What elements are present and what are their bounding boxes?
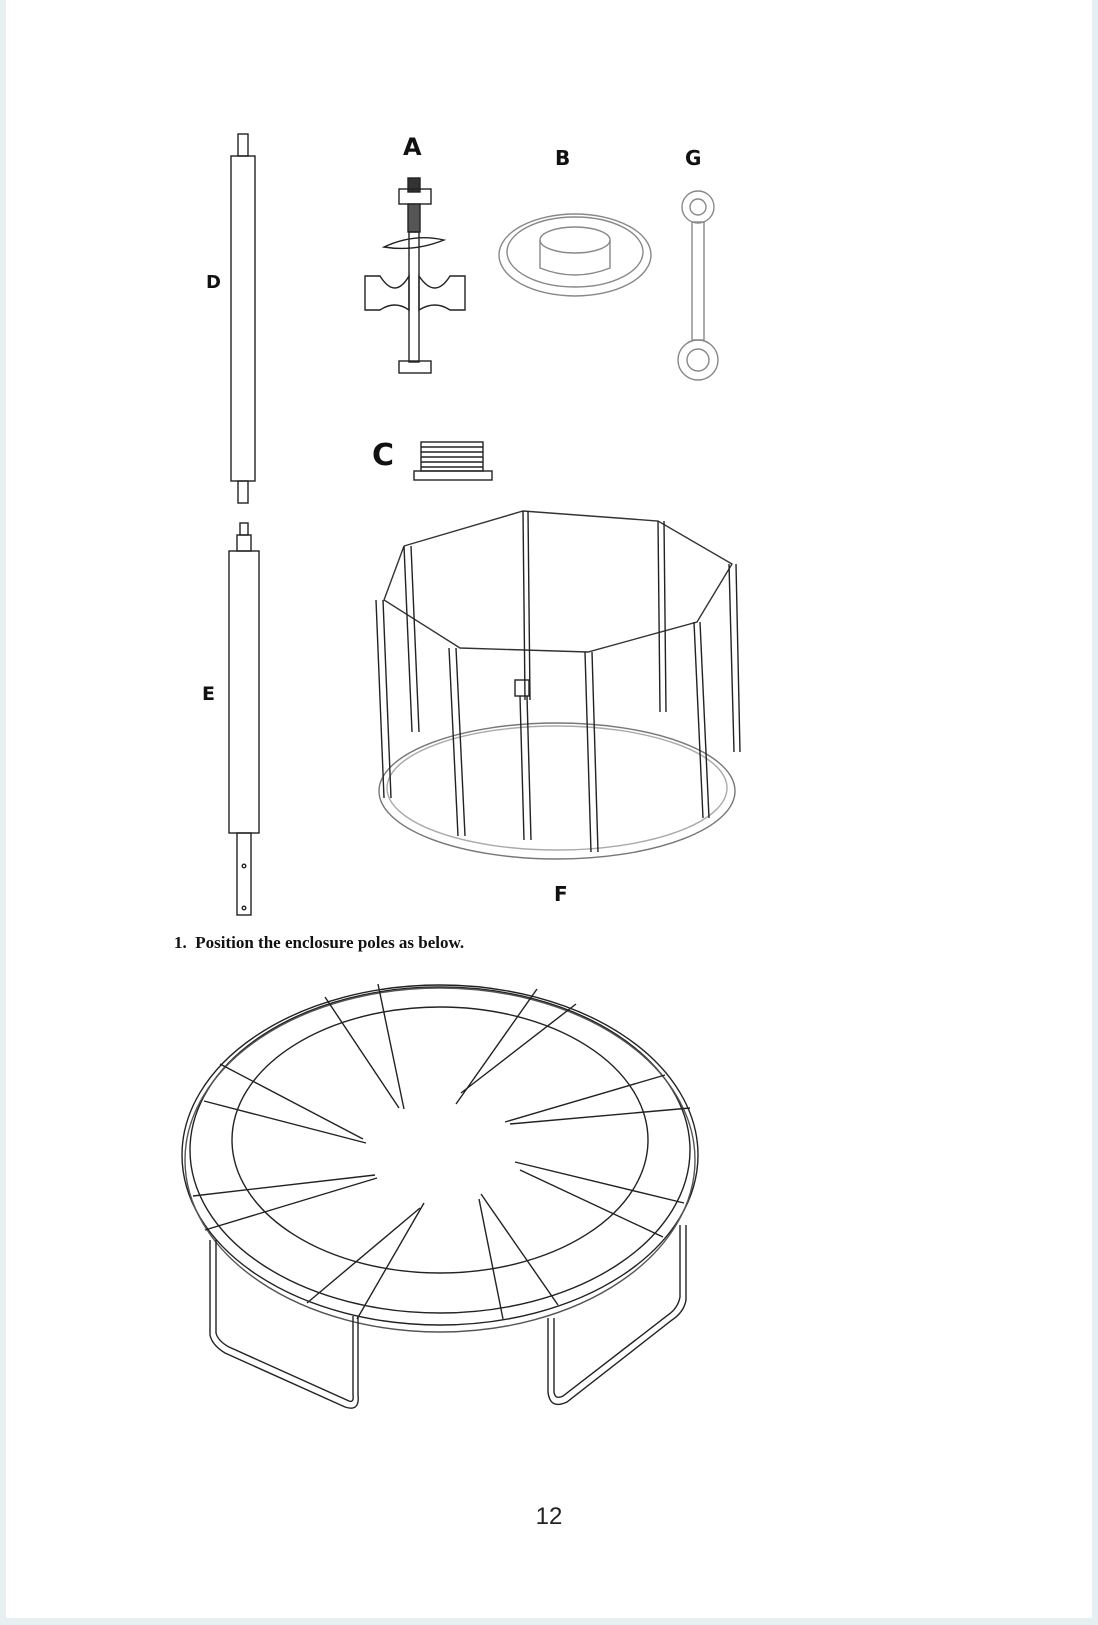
endcap-c-drawing — [414, 442, 492, 480]
trampoline-drawing — [182, 984, 698, 1408]
pole-d-drawing — [231, 134, 255, 503]
part-label-a: A — [403, 133, 422, 161]
part-label-b: B — [555, 146, 571, 170]
wrench-g-drawing — [678, 191, 718, 380]
step-1-text: Position the enclosure poles as below. — [195, 933, 465, 952]
step-1-number: 1. — [174, 933, 187, 952]
pole-e-drawing — [229, 523, 259, 915]
part-label-e: E — [202, 683, 215, 705]
page-number: 12 — [535, 1503, 563, 1530]
bolt-a-drawing — [365, 178, 465, 373]
enclosure-f-drawing — [376, 511, 740, 859]
part-label-f: F — [554, 882, 568, 906]
part-label-g: G — [685, 146, 702, 170]
cap-b-drawing — [499, 214, 651, 296]
step-1-instruction — [174, 933, 464, 953]
part-label-d: D — [206, 272, 221, 293]
part-label-c: C — [372, 438, 395, 473]
